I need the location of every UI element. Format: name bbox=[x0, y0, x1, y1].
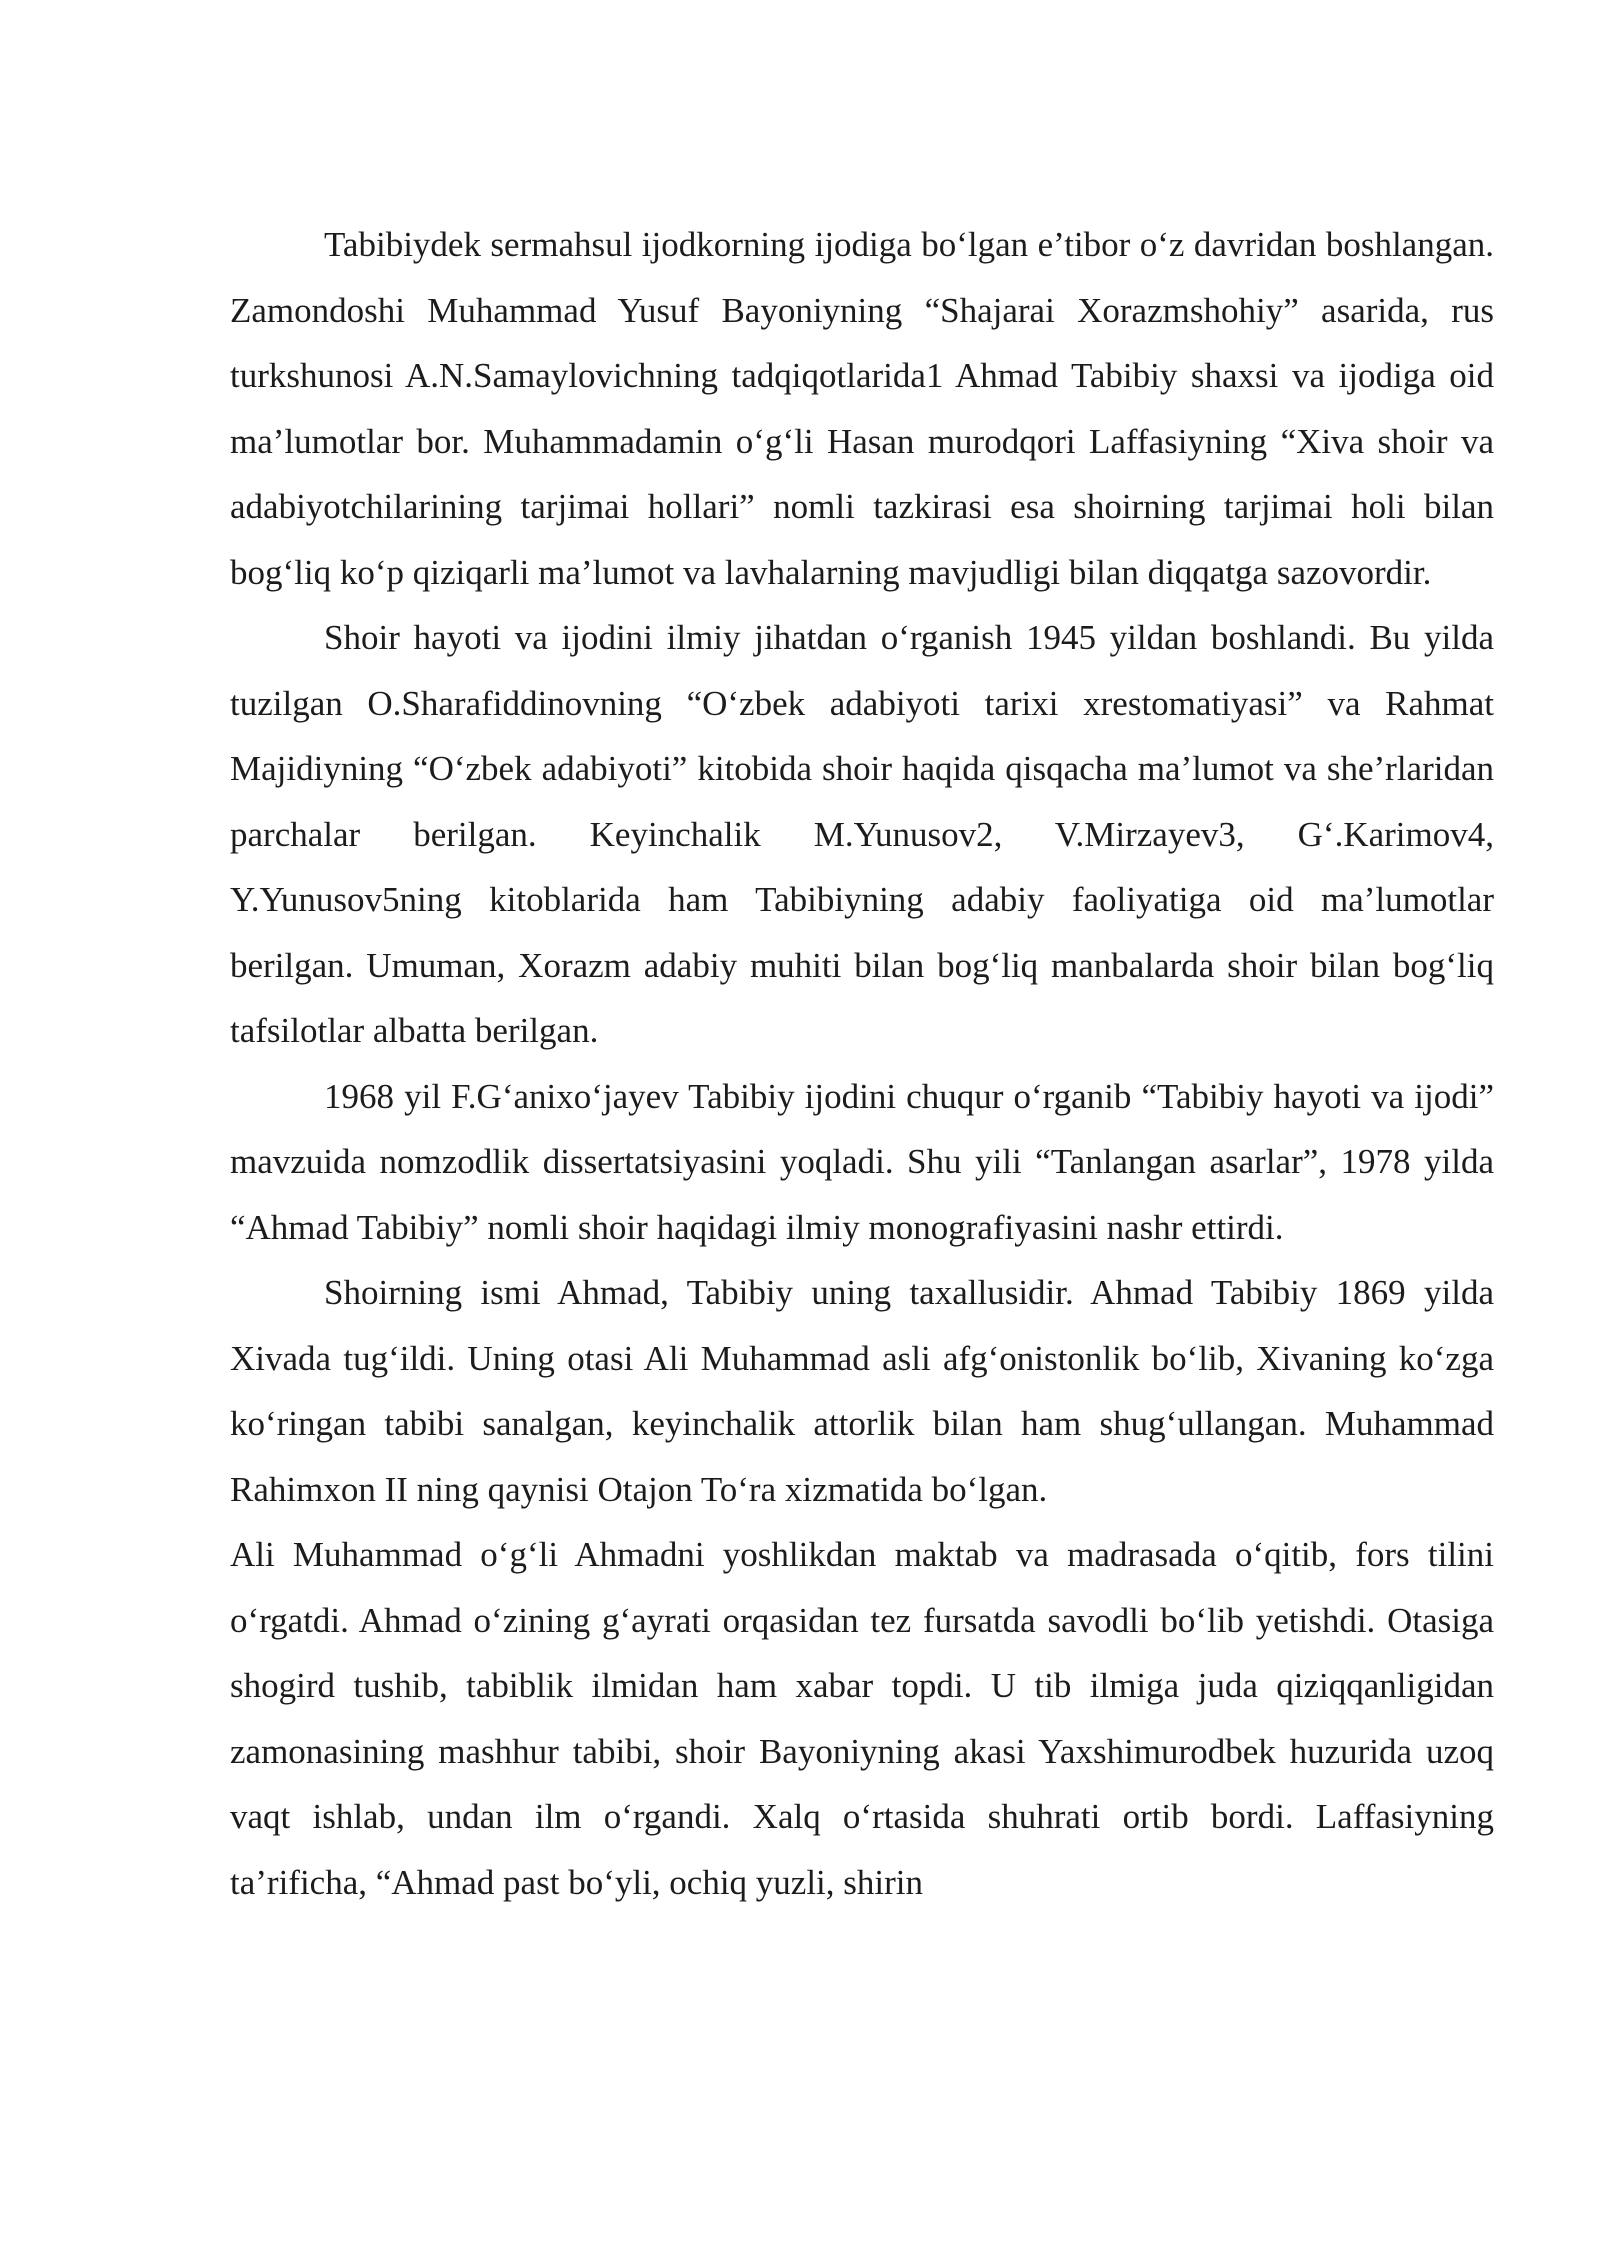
paragraph-5: Ali Muhammad o‘g‘li Ahmadni yoshlikdan maktab va madrasada o‘qitib, fors tilini o‘rgatdi. Ahmad o‘zining g‘ayrati orqasidan tez fursatda savodli bo‘lib yetishdi. Otasiga shogird tushib, tabiblik ilmidan ham xabar topdi. U tib ilmiga juda qiziqqanligidan zamonasining mashhur tabibi, shoir Bayoniyning akasi Yaxshimurodbek huzurida uzoq vaqt ishlab, undan ilm o‘rgandi. Xalq o‘rtasida shuhrati ortib bordi. Laffasiyning ta’rificha, “Ahmad past bo‘yli, ochiq yuzli, shirin bbox=[230, 1535, 1494, 1902]
paragraph-1: Tabibiydek sermahsul ijodkorning ijodiga bo‘lgan e’tibor o‘z davridan boshlangan. Zamondoshi Muhammad Yusuf Bayoniyning “Shajarai Xorazmshohiy” asarida, rus turkshunosi A.N.Samaylovichning tadqiqotlarida1 Ahmad Tabibiy shaxsi va ijodiga oid ma’lumotlar bor. Muhammadamin o‘g‘li Hasan murodqori Laffasiyning “Xiva shoir va adabiyotchilarining tarjimai hollari” nomli tazkirasi esa shoirning tarjimai holi bilan bog‘liq ko‘p qiziqarli ma’lumot va lavhalarning mavjudligi bilan diqqatga sazovordir. bbox=[230, 225, 1494, 592]
document-body bbox=[230, 212, 1494, 1915]
paragraph-2: Shoir hayoti va ijodini ilmiy jihatdan o‘rganish 1945 yildan boshlandi. Bu yilda tuzilgan O.Sharafiddinovning “O‘zbek adabiyoti tarixi xrestomatiyasi” va Rahmat Majidiyning “O‘zbek adabiyoti” kitobida shoir haqida qisqacha ma’lumot va she’rlaridan parchalar berilgan. Keyinchalik M.Yunusov2, V.Mirzayev3, G‘.Karimov4, Y.Yunusov5ning kitoblarida ham Tabibiyning adabiy faoliyatiga oid ma’lumotlar berilgan. Umuman, Xorazm adabiy muhiti bilan bog‘liq manbalarda shoir bilan bog‘liq tafsilotlar albatta berilgan. bbox=[230, 618, 1494, 1050]
paragraph-4: Shoirning ismi Ahmad, Tabibiy uning taxallusidir. Ahmad Tabibiy 1869 yilda Xivada tug‘ildi. Uning otasi Ali Muhammad asli afg‘onistonlik bo‘lib, Xivaning ko‘zga ko‘ringan tabibi sanalgan, keyinchalik attorlik bilan ham shug‘ullangan. Muhammad Rahimxon II ning qaynisi Otajon To‘ra xizmatida bo‘lgan. bbox=[230, 1273, 1494, 1509]
paragraph-3: 1968 yil F.G‘anixo‘jayev Tabibiy ijodini chuqur o‘rganib “Tabibiy hayoti va ijodi” mavzuida nomzodlik dissertatsiyasini yoqladi. Shu yili “Tanlangan asarlar”, 1978 yilda “Ahmad Tabibiy” nomli shoir haqidagi ilmiy monografiyasini nashr ettirdi. bbox=[230, 1076, 1494, 1247]
